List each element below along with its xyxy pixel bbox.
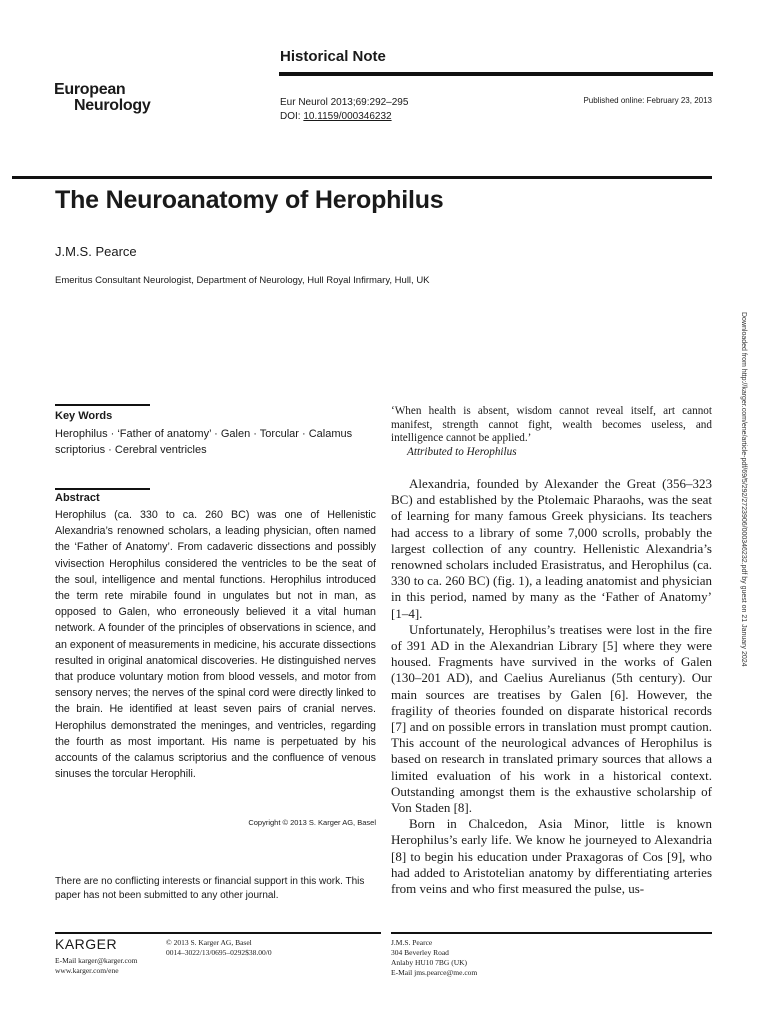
publisher-website[interactable]: www.karger.com/ene	[55, 966, 119, 975]
correspondence-address	[391, 938, 477, 978]
body-paragraph: Unfortunately, Herophilus’s treatises were lost in the fire of 391 AD in the Alexandrian Library [5] where they were housed. Fragments have survived in the works of Galen (130–201 AD), and Caelius Aurelianus (5th century). Our main sources are treatises by Galen [6]. However, the fragility of theories founded on disparate historical records [7] and on possible errors in translation must prompt caution. This account of the neurological advances of Herophilus is based on research in translated primary sources that allows a limited evaluation of his work in a historical context. Outstanding amongst them is the exhaustive scholarship of Von Staden [8].	[391, 621, 712, 816]
epigraph-quote: ‘When health is absent, wisdom cannot reveal itself, art cannot manifest, strength cannot fight, wealth becomes useless, and intelligence cannot be applied.’	[391, 405, 712, 444]
publisher-email[interactable]: E-Mail karger@karger.com	[55, 956, 138, 965]
keywords-list: Herophilus · ‘Father of anatomy’ · Galen · Torcular · Calamus scriptorius · Cerebral ventricles	[55, 428, 353, 456]
body-paragraph: Born in Chalcedon, Asia Minor, little is known Herophilus’s early life. We know he journeyed to Alexandria [8] to begin his education under Praxagoras of Cos [9], who had added to Aristotelian anatomy by differentiating arteries from veins and who first measured the pulse, us-	[391, 816, 712, 897]
epigraph-attribution: Attributed to Herophilus	[407, 445, 517, 458]
epigraph	[391, 405, 712, 459]
footer-rule-left	[55, 932, 381, 934]
publisher-logo: KARGER	[55, 936, 118, 952]
publisher-issn: 0014–3022/13/0695–0292$38.00/0	[166, 948, 272, 957]
section-divider	[279, 72, 713, 76]
title-divider	[12, 176, 712, 179]
abstract-block	[55, 507, 376, 827]
copyright-line: Copyright © 2013 S. Karger AG, Basel	[248, 818, 376, 827]
published-date: Published online: February 23, 2013	[583, 96, 712, 105]
author-name: J.M.S. Pearce	[55, 244, 137, 259]
body-text	[391, 476, 712, 897]
journal-logo	[54, 82, 150, 114]
doi-label: DOI:	[280, 111, 304, 122]
corr-city: Anlaby HU10 7BG (UK)	[391, 958, 468, 967]
keywords-heading: Key Words	[55, 410, 113, 422]
corr-email[interactable]: E-Mail jms.pearce@me.com	[391, 968, 478, 977]
publisher-info	[166, 938, 272, 958]
corr-street: 304 Beverley Road	[391, 948, 449, 957]
abstract-heading: Abstract	[55, 492, 100, 504]
download-watermark: Downloaded from http://karger.com/ene/article-pdf/69/5/292/2723906/000346232.pdf by guest on 21 January 2024	[740, 312, 747, 667]
author-affiliation: Emeritus Consultant Neurologist, Department of Neurology, Hull Royal Infirmary, Hull, UK	[55, 275, 430, 286]
abstract-text: Herophilus (ca. 330 to ca. 260 BC) was one of Hellenistic Alexandria’s renowned scholars, a leading physician, often named the ‘Father of Anatomy’. From cadaveric dissections and possibly vivisection Herophilus considered the ventricles to be the seat of the soul, intelligence and mental functions. Herophilus introduced the term rete mirabile found in ungulates but not in man, as opposed to Galen, who erroneously believed it a vital human network. A founder of the principles of observations in science, and an exponent of measurements in medicine, his accurate dissections resulted in original anatomical discoveries. He distinguished nerves that produce voluntary motion from blood vessels, and motor from sensory nerves; the nerves of the spinal cord were directly linked to the brain. He identified at least seven pairs of cranial nerves. Herophilus demonstrated the meninges, and ventricles, regarding the fourth as most important. His name is perpetuated by his accounts of the calamus scriptorius and the confluence of venous sinuses the torcular Herophili.	[55, 509, 376, 781]
section-label: Historical Note	[280, 48, 386, 65]
keywords-rule	[55, 404, 150, 406]
article-title: The Neuroanatomy of Herophilus	[55, 186, 444, 214]
journal-logo-line1: European	[54, 81, 126, 98]
corr-name: J.M.S. Pearce	[391, 938, 433, 947]
footer-rule-right	[391, 932, 712, 934]
journal-citation: Eur Neurol 2013;69:292–295	[280, 97, 409, 108]
publisher-contact	[55, 956, 137, 976]
publisher-copyright: © 2013 S. Karger AG, Basel	[166, 938, 252, 947]
journal-logo-line2: Neurology	[74, 97, 151, 114]
abstract-rule	[55, 488, 150, 490]
citation-block	[280, 96, 408, 124]
body-paragraph: Alexandria, founded by Alexander the Great (356–323 BC) and established by the Ptolemaic Pharaohs, was the seat of learning for many famous Greek physicians. Its teachers had access to a library of some 7,000 scrolls, probably the largest collection of any country. Hellenistic Alexandria’s renowned scholars included Erasistratus, and Herophilus (ca. 330 to ca. 260 BC) (fig. 1), a leading anatomist and physician in this period, named by many as the ‘Father of Anatomy’ [1–4].	[391, 476, 712, 621]
conflict-statement: There are no conflicting interests or financial support in this work. This paper has not been submitted to any other journal.	[55, 876, 365, 901]
doi-link[interactable]: 10.1159/000346232	[303, 111, 392, 122]
